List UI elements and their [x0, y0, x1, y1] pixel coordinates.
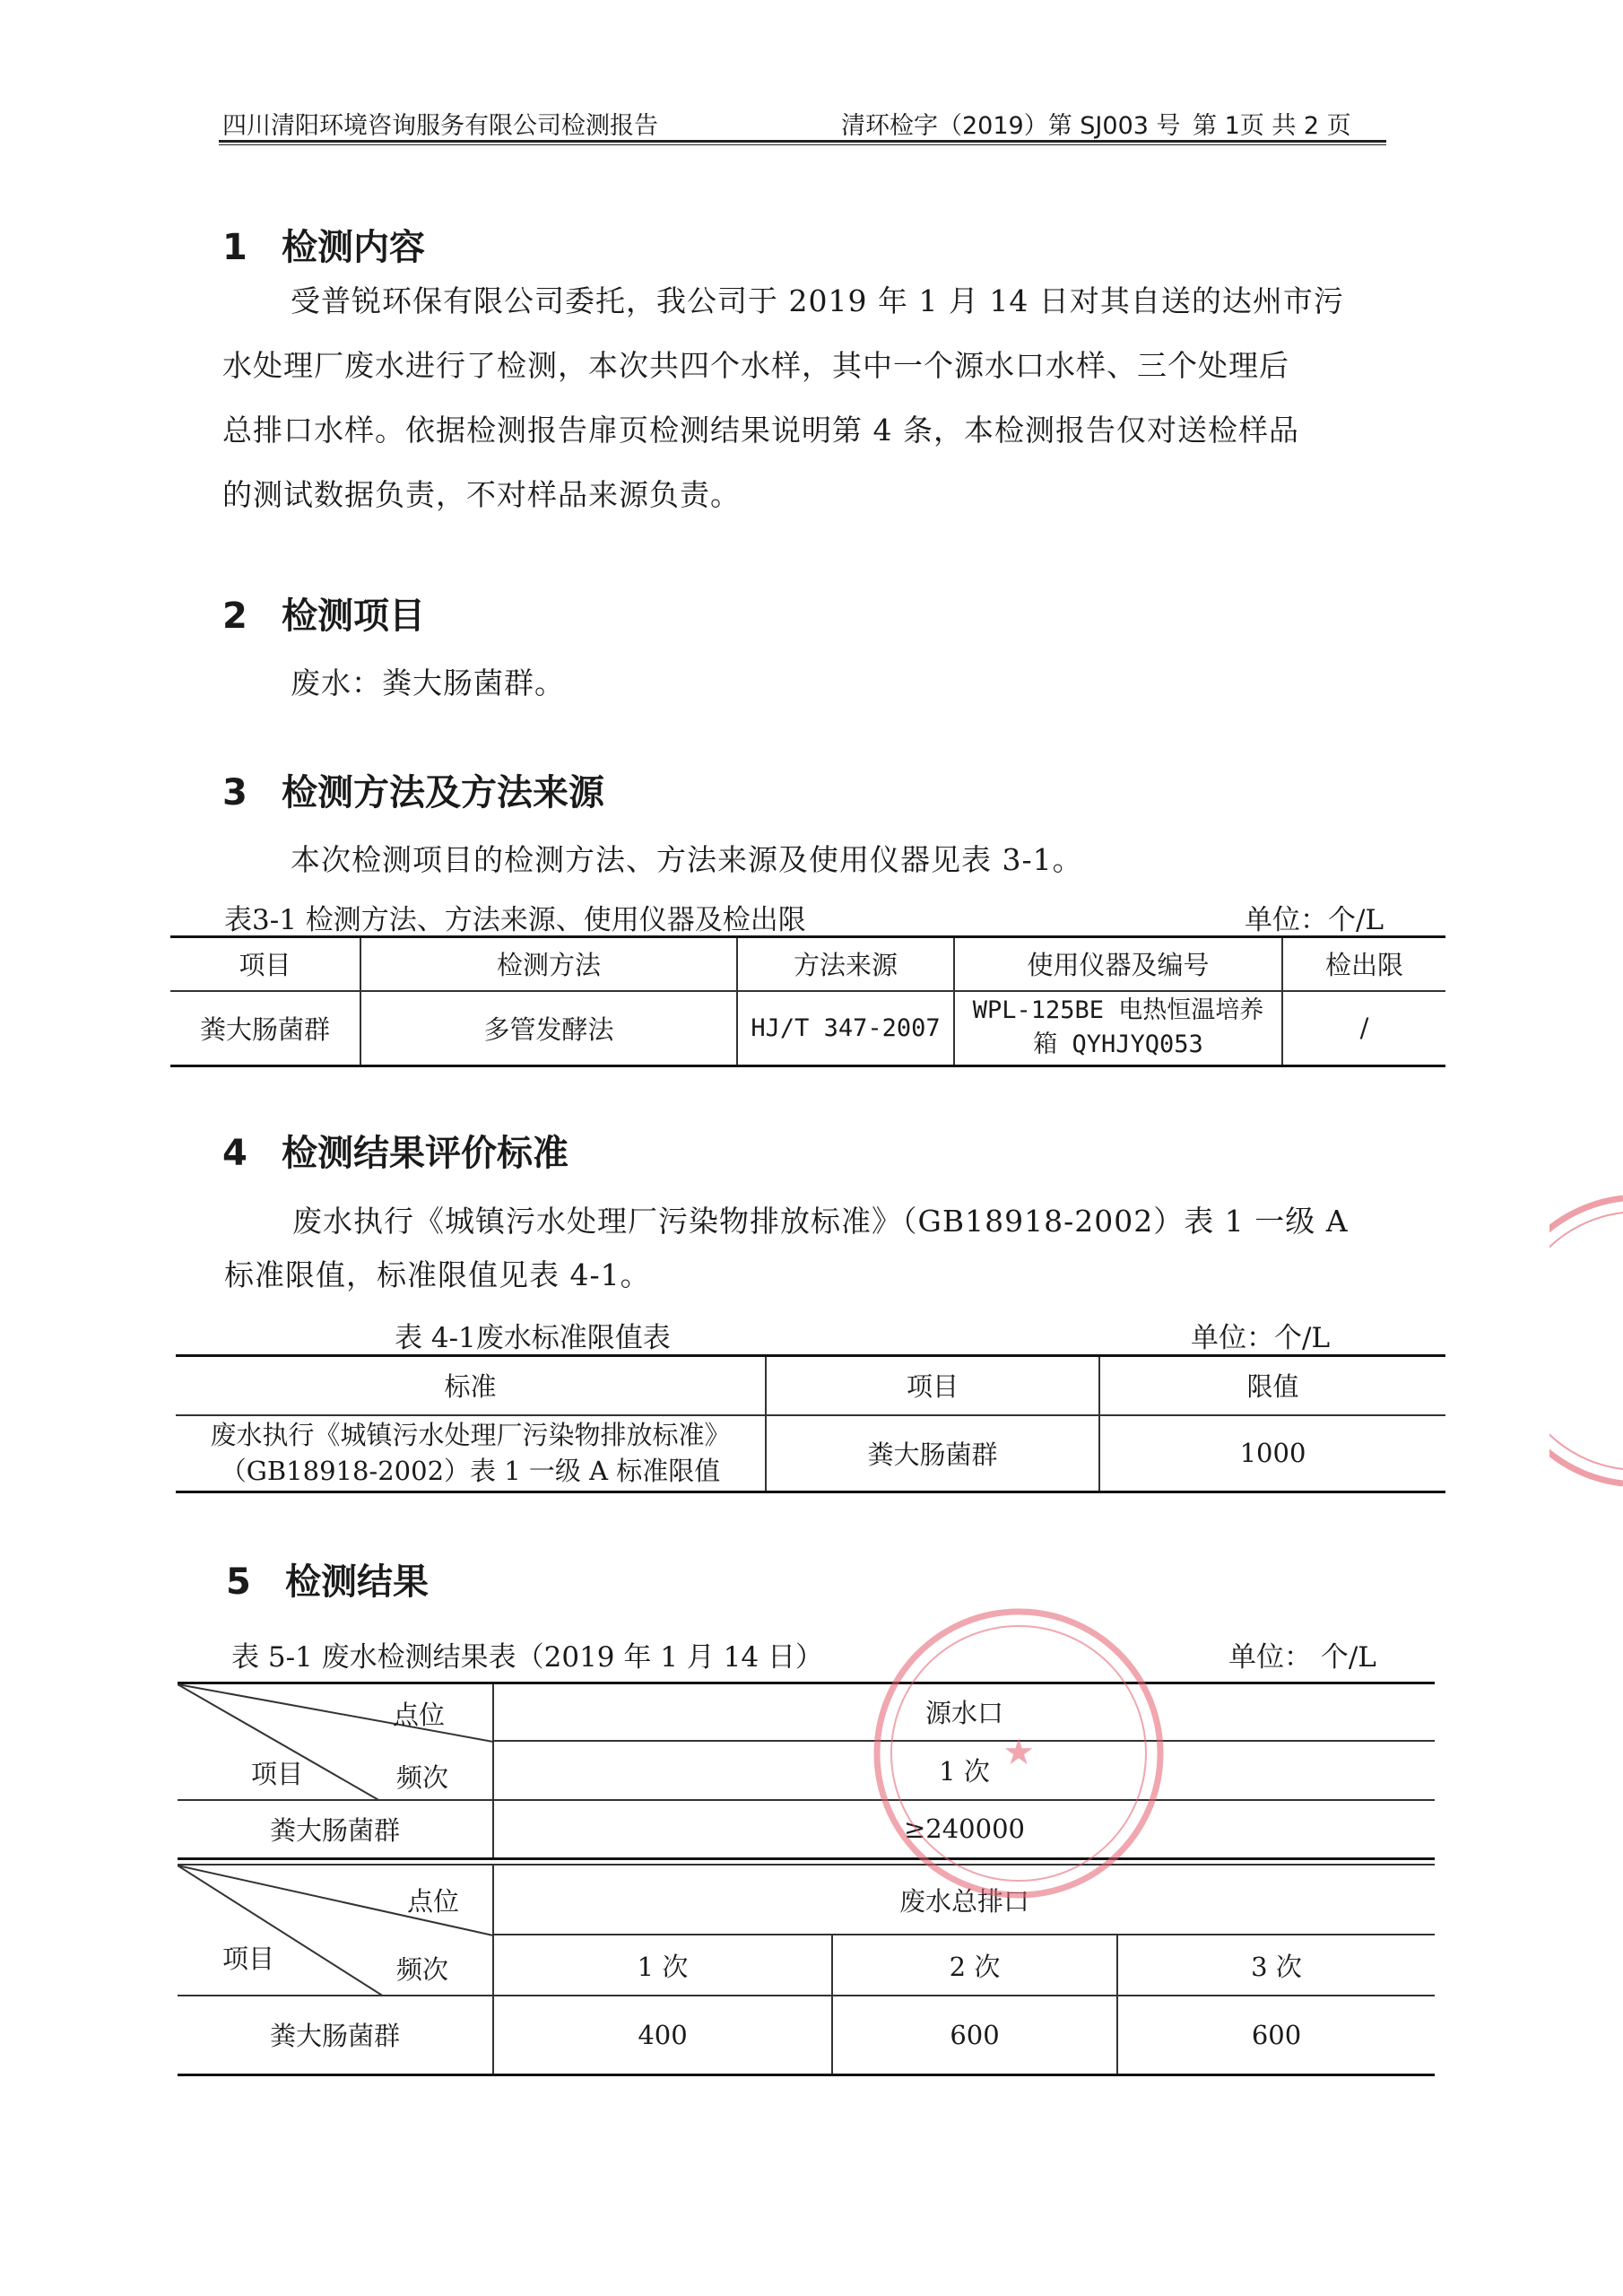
section-5-heading — [226, 1553, 429, 1605]
table-4-1-unit: 单位：个/L — [1191, 1322, 1331, 1354]
value-cell: 600 — [832, 1996, 1117, 2074]
table-header-cell: 检测方法 — [360, 937, 737, 991]
item-cell: 粪大肠菌群 — [178, 1800, 493, 1859]
section-title: 检测结果 — [285, 1561, 429, 1603]
section-number: 5 — [226, 1561, 251, 1603]
svg-text:★: ★ — [1002, 1732, 1035, 1773]
table-row — [178, 1865, 1435, 1935]
section-4-heading — [222, 1125, 568, 1176]
header-page-indicator: 第 1页 共 2 页 — [1193, 112, 1351, 140]
table-header-row — [170, 937, 1445, 991]
table-row — [178, 1996, 1435, 2074]
section-1-body — [222, 269, 1388, 527]
standard-line: 废水执行《城镇污水处理厂污染物排放标准》 — [210, 1420, 731, 1451]
table-5-1-outlet — [178, 1864, 1435, 2076]
company-seal — [866, 1601, 1171, 1906]
section-number: 2 — [222, 596, 247, 637]
corner-label-point: 点位 — [407, 1886, 460, 1917]
table-4-1-caption: 表 4-1废水标准限值表 — [395, 1322, 671, 1354]
table-cell-item: 粪大肠菌群 — [766, 1415, 1099, 1492]
table-header-cell: 方法来源 — [737, 937, 954, 991]
header-company: 四川清阳环境咨询服务有限公司检测报告 — [222, 112, 658, 140]
section-2-body: 废水：粪大肠菌群。 — [291, 665, 565, 700]
section-2-heading — [222, 587, 425, 639]
table-cell-limit: / — [1282, 991, 1445, 1066]
section-number: 1 — [222, 227, 247, 268]
frequency-cell: 2 次 — [832, 1935, 1117, 1996]
section-title: 检测方法及方法来源 — [282, 772, 604, 813]
section-3-heading — [222, 764, 604, 815]
section-title: 检测结果评价标准 — [282, 1133, 568, 1174]
value-cell: 400 — [493, 1996, 832, 2074]
table-cell-method: 多管发酵法 — [360, 991, 737, 1066]
header-rule — [219, 140, 1386, 143]
section-number: 3 — [222, 772, 247, 813]
table-header-cell: 项目 — [766, 1356, 1099, 1415]
table-header-cell: 标准 — [176, 1356, 766, 1415]
diagonal-header-cell — [178, 1683, 493, 1800]
corner-label-frequency: 频次 — [396, 1954, 449, 1985]
table-3-1-unit: 单位：个/L — [1245, 904, 1384, 936]
header-rule-thin — [219, 144, 1386, 145]
section-4-line-1: 废水执行《城镇污水处理厂污染物排放标准》（GB18918-2002）表 1 一级 A — [292, 1204, 1349, 1239]
corner-label-frequency: 频次 — [396, 1762, 449, 1793]
header-report-number: 清环检字（2019）第 SJ003 号 — [841, 112, 1181, 140]
paragraph-line: 受普锐环保有限公司委托，我公司于 2019 年 1 月 14 日对其自送的达州市污 — [291, 283, 1344, 318]
table-cell-item: 粪大肠菌群 — [170, 991, 360, 1066]
paragraph-line: 总排口水样。依据检测报告扉页检测结果说明第 4 条，本检测报告仅对送检样品 — [222, 413, 1299, 448]
section-number: 4 — [222, 1133, 247, 1174]
paragraph-line: 水处理厂废水进行了检测，本次共四个水样，其中一个源水口水样、三个处理后 — [222, 348, 1289, 383]
value-cell: ≥240000 — [493, 1800, 1435, 1859]
frequency-cell: 1 次 — [493, 1741, 1435, 1800]
table-cell-standard — [176, 1415, 766, 1492]
table-4-1 — [176, 1354, 1445, 1493]
frequency-cell: 1 次 — [493, 1935, 832, 1996]
table-header-row — [176, 1356, 1445, 1415]
table-5-1-unit: 单位： 个/L — [1228, 1641, 1376, 1674]
table-row — [178, 1683, 1435, 1741]
cross-page-seal — [1549, 1193, 1623, 1489]
item-cell: 粪大肠菌群 — [178, 1996, 493, 2074]
table-header-cell: 使用仪器及编号 — [954, 937, 1282, 991]
corner-label-item: 项目 — [222, 1944, 275, 1974]
frequency-cell: 3 次 — [1117, 1935, 1435, 1996]
diagonal-header-cell — [178, 1865, 493, 1996]
table-row — [170, 991, 1445, 1066]
standard-line: （GB18918-2002）表 1 一级 A 标准限值 — [220, 1456, 721, 1487]
section-title: 检测内容 — [282, 227, 425, 268]
corner-label-item: 项目 — [251, 1759, 304, 1789]
table-3-1 — [170, 935, 1445, 1067]
paragraph-line: 的测试数据负责，不对样品来源负责。 — [222, 477, 741, 512]
table-header-cell: 检出限 — [1282, 937, 1445, 991]
instrument-line: 箱 QYHJYQ053 — [1033, 1031, 1203, 1059]
section-title: 检测项目 — [282, 596, 425, 637]
table-row — [176, 1415, 1445, 1492]
table-header-cell: 限值 — [1099, 1356, 1445, 1415]
point-cell: 源水口 — [493, 1683, 1435, 1741]
section-3-body: 本次检测项目的检测方法、方法来源及使用仪器见表 3-1。 — [291, 842, 1083, 877]
section-4-line-2: 标准限值，标准限值见表 4-1。 — [224, 1257, 651, 1292]
table-cell-limit: 1000 — [1099, 1415, 1445, 1492]
table-row — [178, 1800, 1435, 1859]
table-3-1-caption: 表3-1 检测方法、方法来源、使用仪器及检出限 — [224, 904, 806, 936]
point-cell: 废水总排口 — [493, 1865, 1435, 1935]
table-5-1-caption: 表 5-1 废水检测结果表（2019 年 1 月 14 日） — [231, 1641, 823, 1674]
table-cell-instrument — [954, 991, 1282, 1066]
table-header-cell: 项目 — [170, 937, 360, 991]
corner-label-point: 点位 — [393, 1700, 446, 1730]
table-5-1-source — [178, 1682, 1435, 1860]
section-1-heading — [222, 219, 425, 270]
instrument-line: WPL-125BE 电热恒温培养 — [972, 996, 1264, 1025]
table-cell-source: HJ/T 347-2007 — [737, 991, 954, 1066]
value-cell: 600 — [1117, 1996, 1435, 2074]
